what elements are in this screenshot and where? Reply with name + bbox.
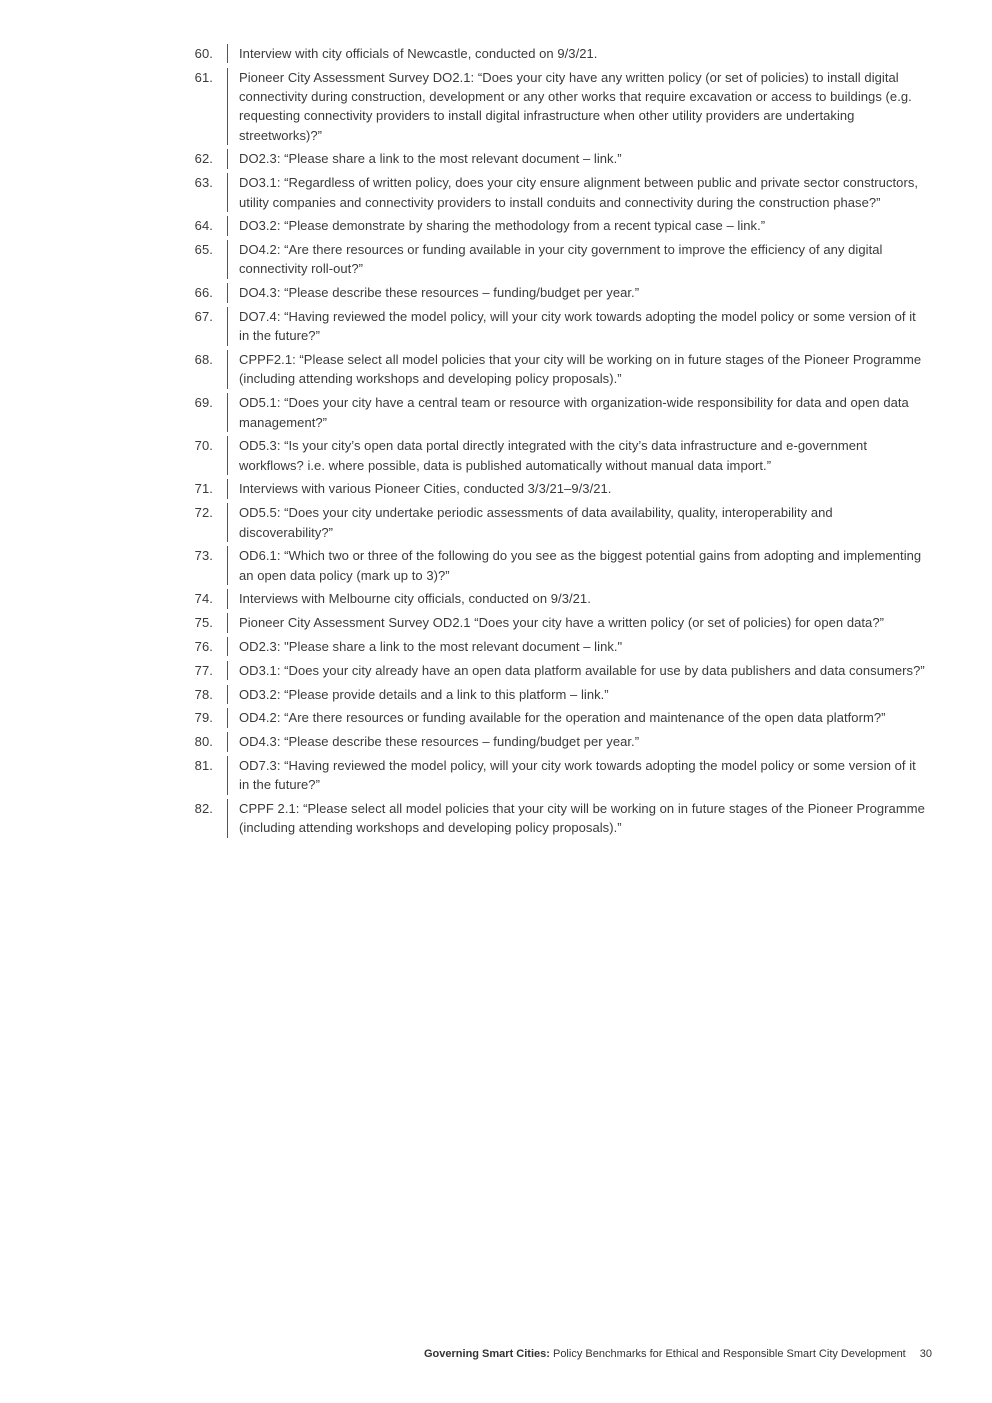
endnote-item (0, 173, 992, 216)
endnotes-list (0, 44, 992, 842)
endnote-item (0, 240, 992, 283)
endnote-text: OD2.3: "Please share a link to the most relevant document – link." (239, 639, 623, 655)
endnote-number: 77. (194, 662, 213, 678)
endnote-text: Pioneer City Assessment Survey DO2.1: “Does your city have any written policy (or set of policies) to install digital connectivity during construction, development or any other works that require excavation or access to buildings (e.g. requesting connectivity providers to install digital infrastructure when other utility providers are undertaking streetworks)?” (239, 69, 912, 143)
endnote-item (0, 708, 992, 732)
endnote-number: 68. (194, 352, 213, 368)
endnote-item (0, 685, 992, 709)
endnote-number: 75. (194, 615, 213, 631)
endnote-number: 70. (194, 438, 213, 454)
endnote-text: OD4.2: “Are there resources or funding available for the operation and maintenance of the open data platform?” (239, 710, 886, 726)
endnote-number: 62. (194, 151, 213, 167)
endnote-text: DO7.4: “Having reviewed the model policy, will your city work towards adopting the model policy or some version of it in the future?” (239, 309, 916, 344)
endnote-number: 66. (194, 285, 213, 301)
endnote-text: DO3.2: “Please demonstrate by sharing the methodology from a recent typical case – link.” (239, 218, 766, 234)
footer-subtitle: Policy Benchmarks for Ethical and Responsible Smart City Development (549, 1348, 906, 1360)
endnote-item (0, 589, 992, 613)
endnote-item (0, 216, 992, 240)
endnote-number: 61. (194, 69, 213, 85)
endnote-text: OD3.1: “Does your city already have an open data platform available for use by data publishers and data consumers?” (239, 662, 925, 678)
endnote-number: 73. (194, 548, 213, 564)
endnote-text: OD7.3: “Having reviewed the model policy, will your city work towards adopting the model policy or some version of it in the future?” (239, 758, 916, 793)
endnote-item (0, 732, 992, 756)
endnote-item (0, 613, 992, 637)
endnote-text: OD5.1: “Does your city have a central team or resource with organization-wide responsibility for data and open data management?” (239, 395, 909, 430)
endnote-number: 74. (194, 591, 213, 607)
endnote-text: CPPF2.1: “Please select all model policies that your city will be working on in future stages of the Pioneer Programme (including attending workshops and developing policy proposals).” (239, 352, 922, 387)
endnote-item (0, 756, 992, 799)
endnote-number: 72. (194, 505, 213, 521)
endnote-text: CPPF 2.1: “Please select all model policies that your city will be working on in future stages of the Pioneer Programme (including attending workshops and developing policy proposals).” (239, 801, 925, 836)
page-number: 30 (919, 1348, 932, 1360)
endnote-text: Interviews with Melbourne city officials, conducted on 9/3/21. (239, 591, 591, 607)
endnote-text: DO4.2: “Are there resources or funding available in your city government to improve the efficiency of any digital connectivity roll-out?” (239, 242, 883, 277)
endnote-text: DO2.3: “Please share a link to the most relevant document – link.” (239, 151, 622, 167)
endnote-text: OD3.2: “Please provide details and a link to this platform – link.” (239, 686, 609, 702)
endnote-item (0, 503, 992, 546)
endnote-item (0, 350, 992, 393)
endnote-item (0, 68, 992, 150)
endnote-text: DO3.1: “Regardless of written policy, does your city ensure alignment between public and private sector constructors, utility companies and connectivity providers to install conduits and connectivity during the construction phase?” (239, 175, 919, 210)
endnote-text: OD4.3: “Please describe these resources – funding/budget per year.” (239, 734, 640, 750)
endnote-text: DO4.3: “Please describe these resources – funding/budget per year.” (239, 285, 640, 301)
endnote-item (0, 149, 992, 173)
endnote-number: 64. (194, 218, 213, 234)
endnote-item (0, 479, 992, 503)
endnote-number: 81. (194, 758, 213, 773)
endnote-number: 65. (194, 242, 213, 258)
page-footer (0, 1347, 932, 1361)
endnote-number: 82. (194, 801, 213, 817)
endnote-text: OD6.1: “Which two or three of the following do you see as the biggest potential gains from adopting and implementing an open data policy (mark up to 3)?” (239, 548, 922, 583)
endnote-item (0, 546, 992, 589)
endnote-number: 60. (194, 46, 213, 61)
endnote-number: 63. (194, 175, 213, 191)
endnote-item (0, 799, 992, 842)
endnote-item (0, 661, 992, 685)
endnote-number: 69. (194, 395, 213, 411)
endnote-number: 67. (194, 309, 213, 325)
endnote-text: OD5.3: “Is your city’s open data portal directly integrated with the city’s data infrastructure and e-government workflows? i.e. where possible, data is published automatically without manual data import.” (239, 438, 867, 473)
endnote-text: OD5.5: “Does your city undertake periodic assessments of data availability, quality, interoperability and discoverability?” (239, 505, 833, 540)
endnote-number: 79. (194, 710, 213, 726)
endnote-number: 78. (194, 686, 213, 702)
endnote-item (0, 393, 992, 436)
endnote-number: 76. (194, 639, 213, 655)
footer-title: Governing Smart Cities: (424, 1348, 550, 1360)
endnote-number: 71. (194, 481, 213, 497)
endnote-text: Pioneer City Assessment Survey OD2.1 “Does your city have a written policy (or set of policies) for open data?” (239, 615, 884, 631)
endnote-text: Interviews with various Pioneer Cities, conducted 3/3/21–9/3/21. (239, 481, 612, 497)
endnote-item (0, 637, 992, 661)
endnote-item (0, 283, 992, 307)
endnote-item (0, 307, 992, 350)
endnote-item (0, 44, 992, 68)
endnote-item (0, 436, 992, 479)
endnote-number: 80. (194, 734, 213, 750)
endnote-text: Interview with city officials of Newcastle, conducted on 9/3/21. (239, 46, 598, 61)
